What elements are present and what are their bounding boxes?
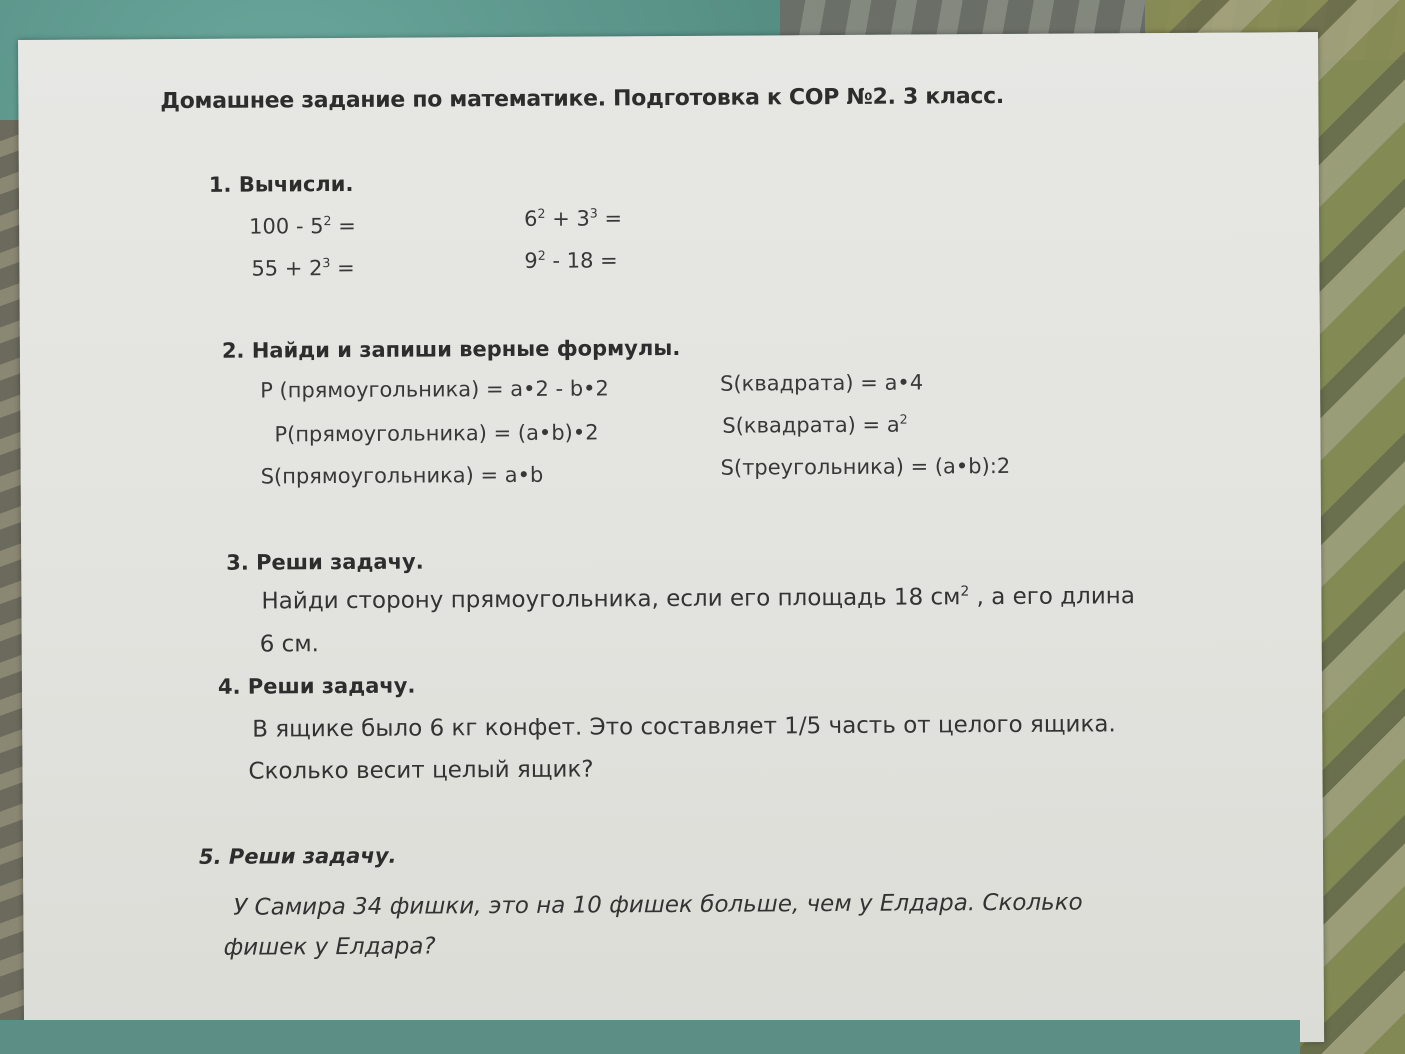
task4-heading: 4. Реши задачу. (217, 673, 416, 699)
task1-expression-4: $9^2 - 18$ = (524, 247, 618, 273)
paper-sheet (18, 32, 1324, 1050)
task2-heading: 2. Найди и запиши верные формулы. (221, 335, 681, 363)
task1-expression-2: $6^2 + 3^3$ = (524, 205, 623, 231)
task2-formula-2: P(прямоугольника) = (a•b)•2 (274, 420, 599, 447)
page-title: Домашнее задание по математике. Подготовка к СОР №2. 3 класс. (160, 83, 1004, 115)
task2-formula-5: S(квадрата) = $a^2$ (722, 411, 908, 438)
task3-text-line-2: 6 см. (259, 631, 320, 658)
task5-text-line-1: У Самира 34 фишки, это на 10 фишек больше, чем у Елдара. Сколько (233, 889, 1083, 921)
task1-expression-1: $100 - 5^2$ = (249, 213, 356, 239)
task2-formula-4: S(квадрата) = a•4 (720, 370, 924, 396)
task1-heading: 1. Вычисли. (208, 171, 354, 197)
task3-text-line-1: Найди сторону прямоугольника, если его площадь 18 $см^2$ , а его длина (261, 583, 1135, 615)
task5-text-line-2: фишек у Елдара? (223, 933, 436, 961)
task2-formula-1: P (прямоугольника) = a•2 - b•2 (260, 376, 609, 403)
task2-formula-3: S(прямоугольника) = a•b (260, 462, 544, 489)
background-fabric-bottom (0, 1020, 1300, 1054)
task2-formula-6: S(треугольника) = (a•b):2 (720, 453, 1011, 480)
task3-heading: 3. Реши задачу. (226, 549, 424, 575)
task4-text-line-1: В ящике было 6 кг конфет. Это составляет 1/5 часть от целого ящика. (252, 711, 1116, 743)
task5-heading: 5. Реши задачу. (198, 843, 397, 869)
task4-text-line-2: Сколько весит целый ящик? (248, 756, 594, 785)
task1-expression-3: $55 + 2^3$ = (251, 255, 355, 281)
